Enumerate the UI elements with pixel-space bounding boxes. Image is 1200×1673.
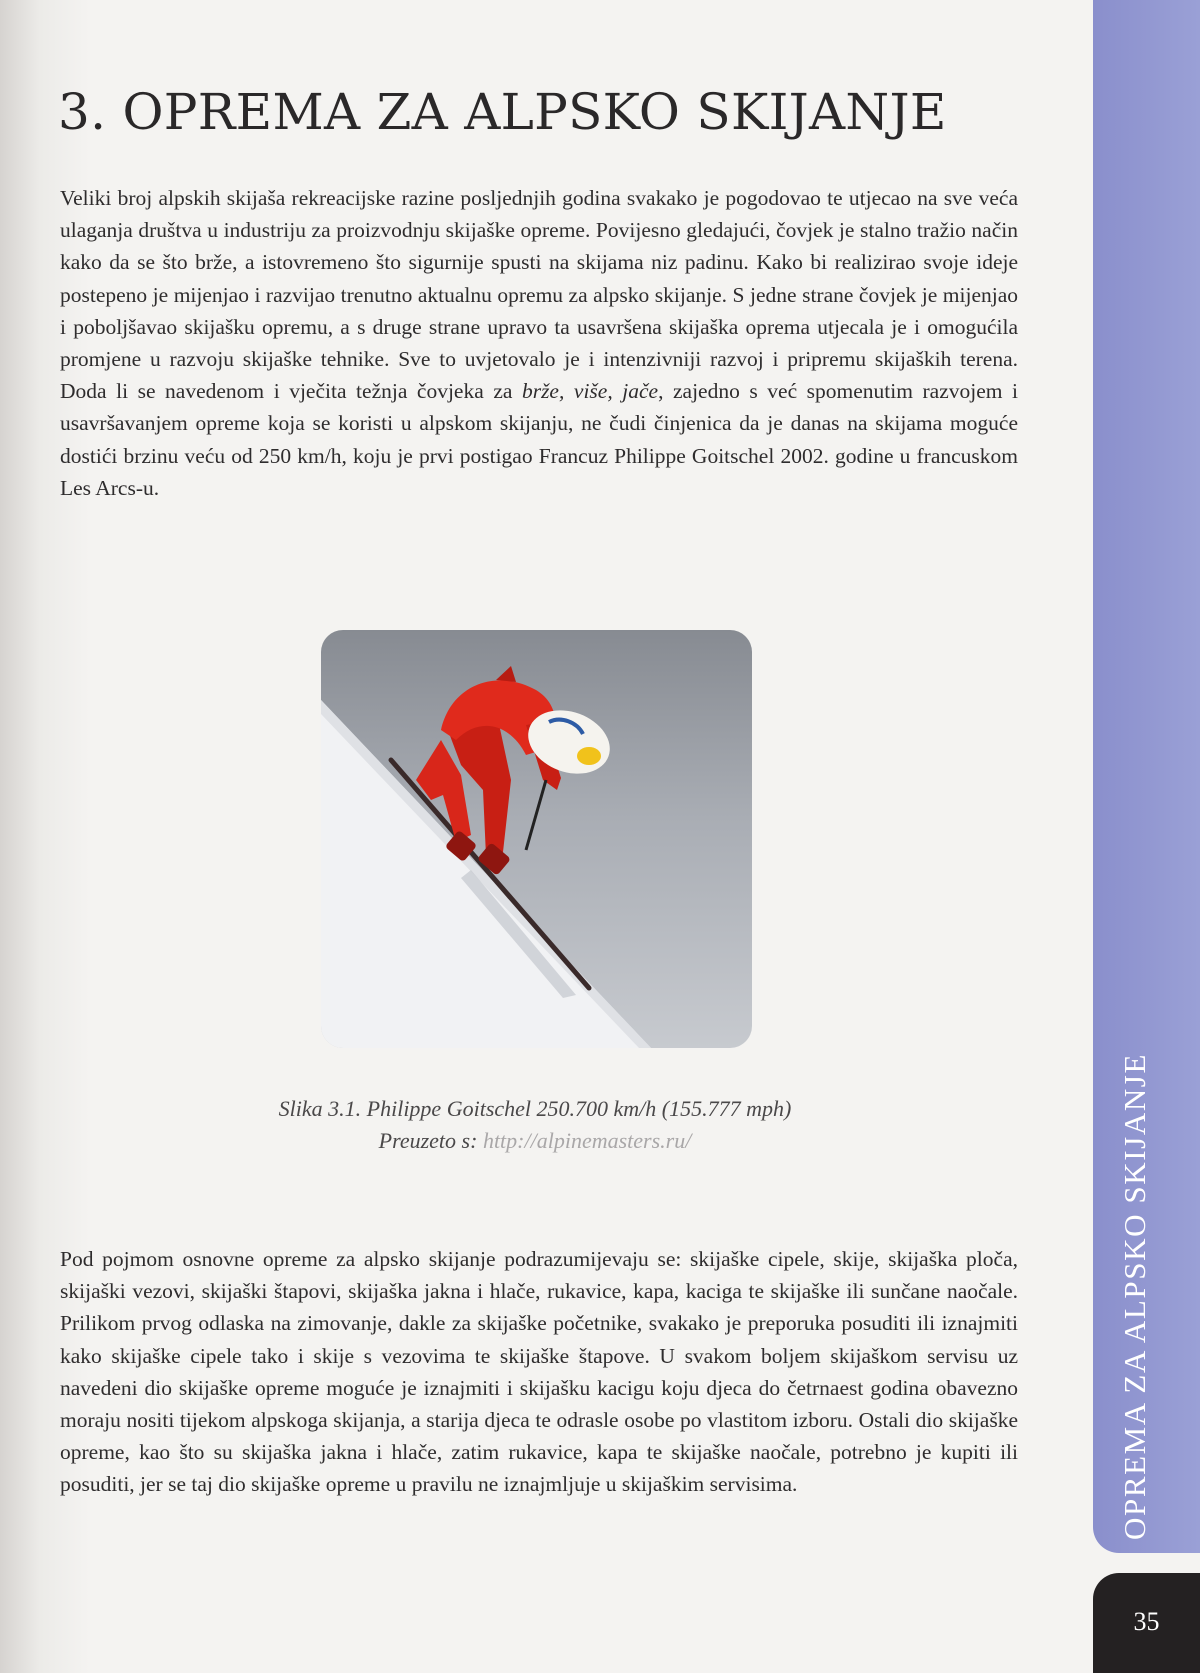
chapter-side-label: OPREMA ZA ALPSKO SKIJANJE [1117,1052,1152,1540]
suit-fin [496,666,516,682]
helmet-sticker [577,747,601,765]
paragraph-1-text-a: Veliki broj alpskih skijaša rekreacijske razine posljednjih godina svakako je pogodovao te utjecao na sve veća ulaganja društva u industriju za proizvodnju skijaške opreme. Povijesno gledajući, čovjek je stalno tražio način kako da se što brže, a istovremeno što sigurnije spusti na skijama niz padinu. Kako bi realizirao svoje ideje postepeno je mijenjao i razvijao trenutno aktualnu opremu za alpsko skijanje. S jedne strane čovjek je mijenjao i poboljšavao skijašku opremu, a s druge strane upravo ta usavršena skijaška oprema utjecala je i omogućila promjene u razvoju skijaške tehnike. Sve to uvjetovalo je i intenzivniji razvoj i pripremu skijaških terena. Doda li se navedenom i vječita težnja čovjeka za [60,186,1018,404]
speed-skier-photo [321,630,752,1048]
chapter-title: 3. OPREMA ZA ALPSKO SKIJANJE [58,83,947,141]
paragraph-1-emphasis: brže, više, jače [521,379,659,404]
paragraph-1-text-b: , zajedno s već spomenutim razvojem i usavršavanjem opreme koja se koristi u alpskom skijanju, ne čudi činjenica da je danas na skijama moguće dostići brzinu veću od 250 km/h, koju je prvi postigao Francuz Philippe Goitschel 2002. godine u francuskom Les Arcs-u. [60,379,1019,500]
speed-skier-illustration [321,630,752,1048]
ski-pole [526,780,546,850]
page-number: 35 [1133,1607,1160,1636]
figure-source [160,1125,910,1157]
source-link[interactable]: http://alpinemasters.ru/ [482,1128,692,1153]
source-prefix: Preuzeto s: [378,1128,483,1153]
body-paragraph-2: Pod pojmom osnovne opreme za alpsko skijanje podrazumijevaju se: skijaške cipele, skije, skijaška ploča, skijaški vezovi, skijaški štapovi, skijaška jakna i hlače, rukavice, kapa, kaciga te skijaške ili sunčane naočale. Prilikom prvog odlaska na zimovanje, dakle za skijaške početnike, svakako je preporuka posuditi ili iznajmiti kako skijaške cipele tako i skije s vezovima te skijaške štapove. U svakom boljem skijaškom servisu uz navedeni dio skijaške opreme moguće je iznajmiti i skijašku kacigu koju djeca do četrnaest godina obavezno moraju nositi tijekom alpskoga skijanja, a starija djeca te odrasle osobe po vlastitom izboru. Ostali dio skijaške opreme, kao što su skijaška jakna i hlače, zatim rukavice, kapa te skijaške naočale, potrebno je kupiti ili posuditi, jer se taj dio skijaške opreme u pravilu ne iznajmljuje u skijaškim servisima. [60,1247,1018,1497]
body-paragraph-1 [60,182,1018,504]
figure-caption: Slika 3.1. Philippe Goitschel 250.700 km/h (155.777 mph) [278,1096,792,1121]
